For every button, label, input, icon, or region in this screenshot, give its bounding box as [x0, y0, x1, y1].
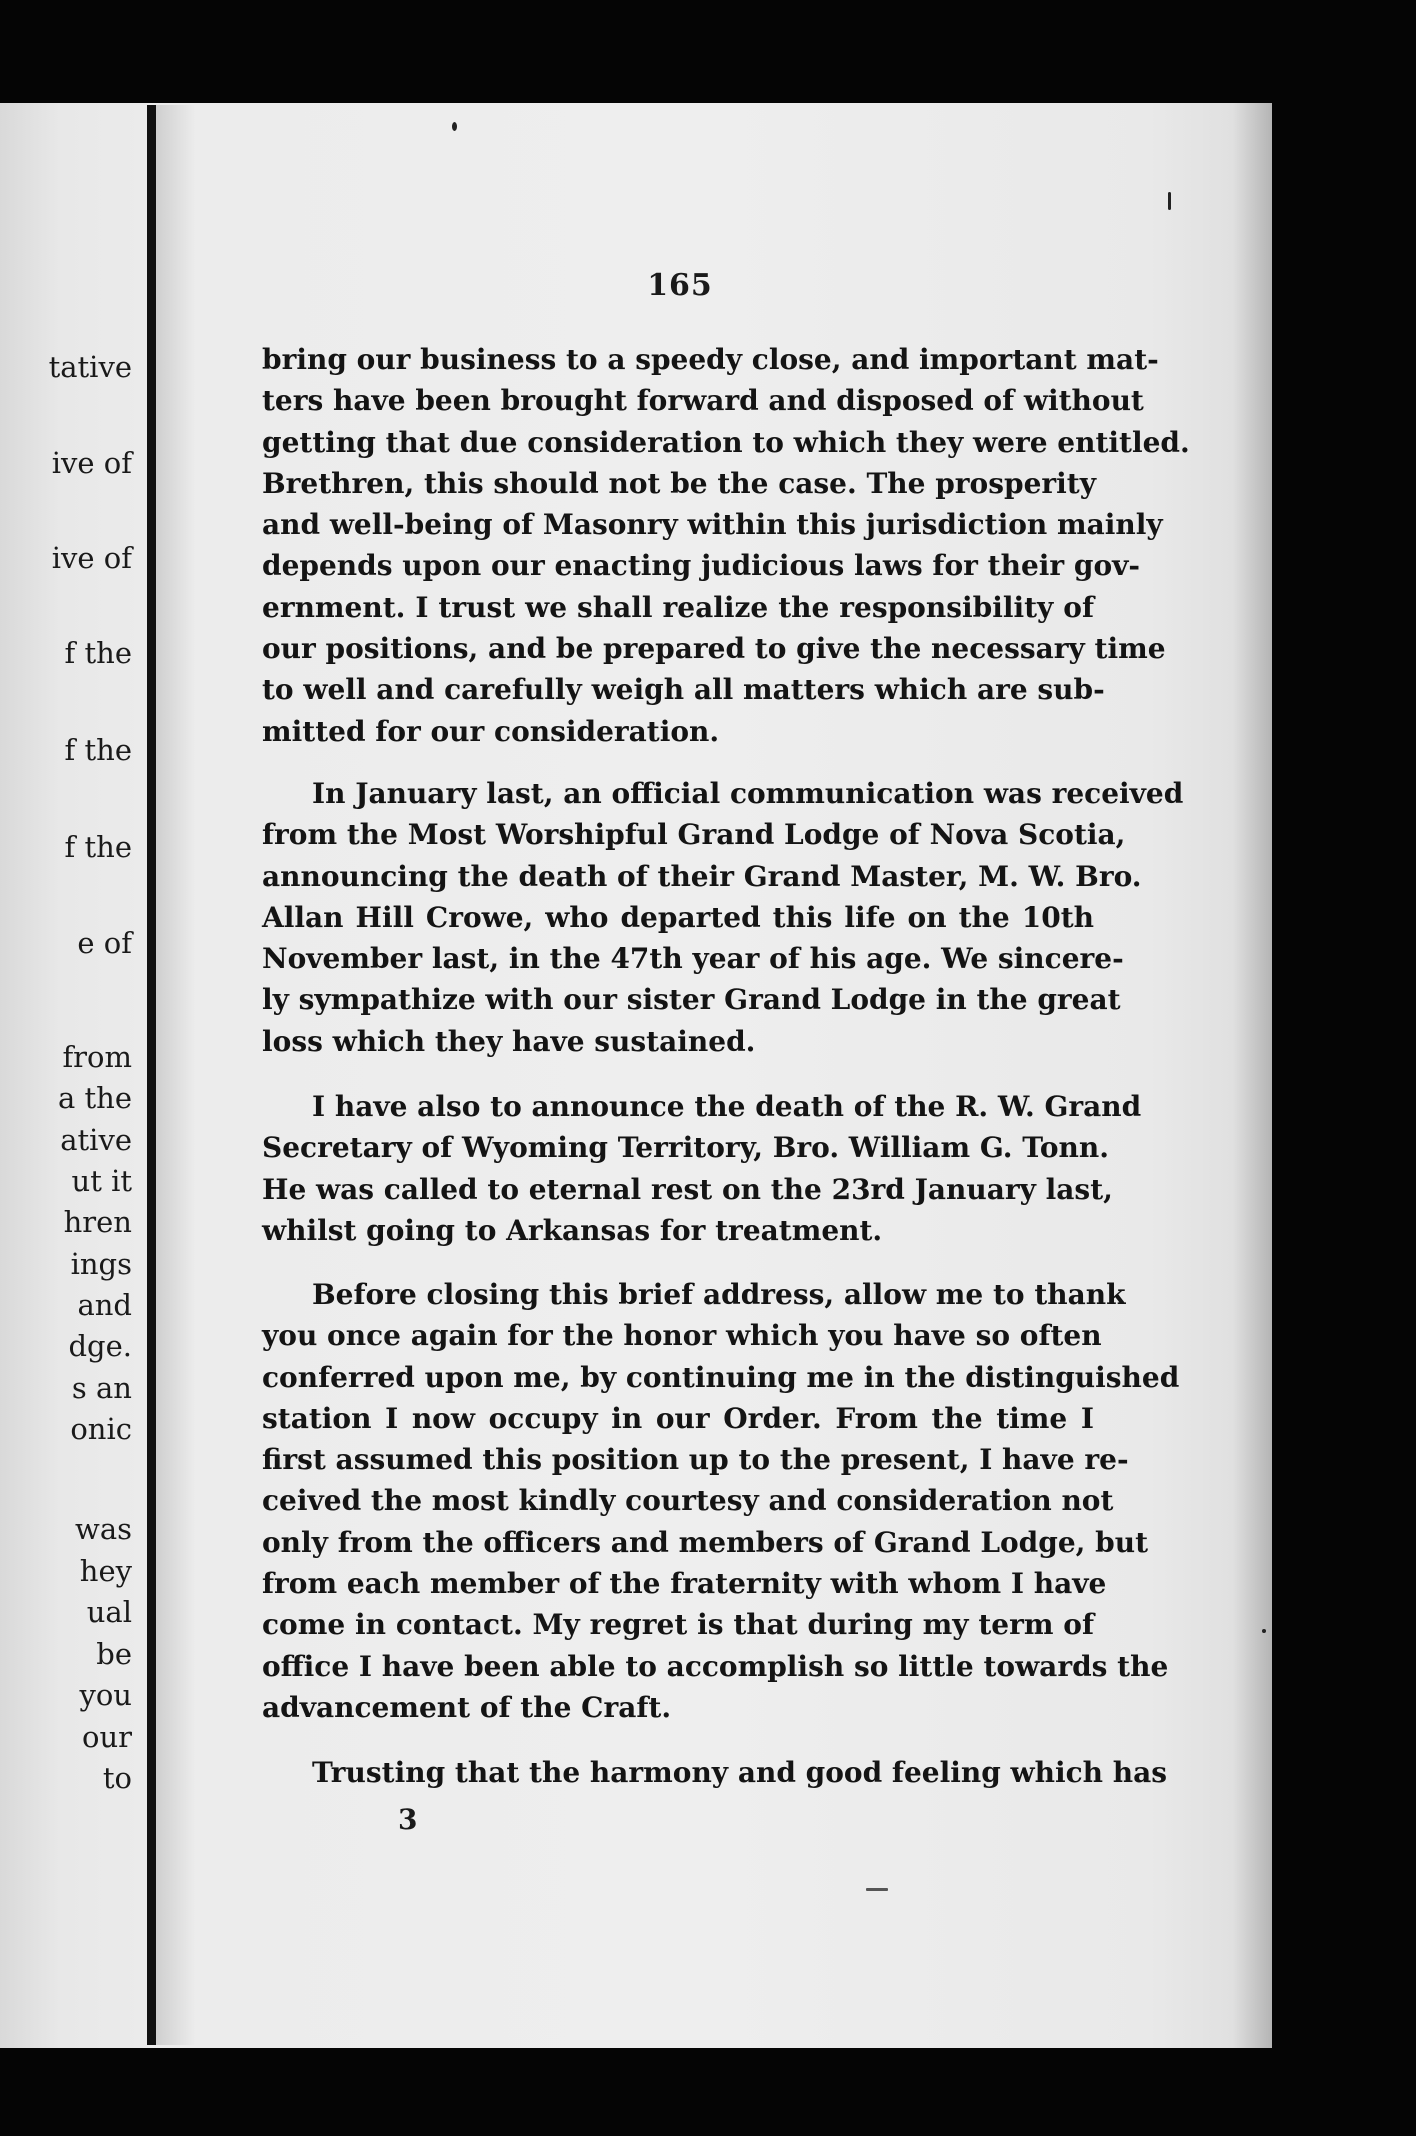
text-line: our positions, and be prepared to give the necessary time: [262, 632, 1166, 666]
text-line: from each member of the fraternity with whom I have: [262, 1567, 1107, 1601]
text-line: Secretary of Wyoming Territory, Bro. William G. Tonn.: [262, 1131, 1109, 1165]
text-line: to well and carefully weigh all matters which are sub-: [262, 673, 1105, 707]
binding-shadow: [156, 105, 196, 2045]
paragraph-2: [262, 773, 1184, 1062]
text-line: ly sympathize with our sister Grand Lodge in the great: [262, 983, 1121, 1017]
facing-page-fragment: and: [77, 1288, 132, 1322]
text-line: from the Most Worshipful Grand Lodge of Nova Scotia,: [262, 818, 1126, 852]
scan-speck: [452, 122, 457, 131]
scan-speck: [1262, 1629, 1266, 1633]
facing-page-fragment: e of: [77, 926, 132, 960]
text-line: and well-being of Masonry within this jurisdiction mainly: [262, 508, 1163, 542]
text-line: bring our business to a speedy close, and important mat-: [262, 343, 1159, 376]
text-line: conferred upon me, by continuing me in the distinguished: [262, 1360, 1180, 1394]
facing-page-fragment: ive of: [51, 446, 132, 480]
text-line: office I have been able to accomplish so little towards the: [262, 1649, 1169, 1683]
text-line: He was called to eternal rest on the 23rd January last,: [262, 1172, 1113, 1206]
facing-page-fragment: ut it: [71, 1164, 132, 1198]
facing-page-fragment: be: [96, 1637, 132, 1671]
facing-page-fragment: to: [102, 1761, 132, 1795]
signature-mark: 3: [398, 1803, 418, 1836]
text-line: first assumed this position up to the present, I have re-: [262, 1443, 1129, 1477]
facing-page-fragment: you: [79, 1678, 132, 1712]
text-line: station I now occupy in our Order. From the time I: [262, 1401, 1094, 1435]
facing-page-fragment: f the: [64, 733, 132, 767]
facing-page-fragment: our: [82, 1720, 132, 1754]
text-line: Before closing this brief address, allow me to thank: [312, 1278, 1126, 1311]
text-line: only from the officers and members of Grand Lodge, but: [262, 1525, 1149, 1559]
facing-page-fragment: was: [75, 1512, 132, 1546]
facing-page-fragment: dge.: [68, 1329, 132, 1363]
text-line: ceived the most kindly courtesy and consideration not: [262, 1484, 1114, 1518]
facing-page-fragment: hren: [63, 1205, 132, 1239]
text-line: getting that due consideration to which they were entitled.: [262, 425, 1190, 459]
scan-speck: [1168, 192, 1171, 210]
scan-speck: [866, 1888, 888, 1891]
facing-page-fragment: ings: [70, 1247, 132, 1281]
page-number: 165: [647, 268, 713, 303]
text-line: November last, in the 47th year of his age. We sincere-: [262, 942, 1124, 976]
text-line: loss which they have sustained.: [262, 1024, 756, 1058]
text-line: announcing the death of their Grand Master, M. W. Bro.: [262, 859, 1142, 893]
text-line: Trusting that the harmony and good feeling which has: [312, 1756, 1168, 1789]
paragraph-1: [262, 339, 1190, 752]
text-line: come in contact. My regret is that during my term of: [262, 1608, 1094, 1642]
facing-page-fragment: a the: [57, 1081, 132, 1115]
facing-page-fragment: ual: [86, 1595, 132, 1629]
text-line: you once again for the honor which you have so often: [262, 1319, 1102, 1353]
paragraph-5: [262, 1752, 1168, 1793]
facing-page-fragment: tative: [48, 350, 132, 384]
text-line: Allan Hill Crowe, who departed this life on the 10th: [262, 900, 1094, 934]
facing-page-fragment: f the: [64, 636, 132, 670]
paragraph-4: [262, 1274, 1180, 1728]
text-line: Brethren, this should not be the case. The prosperity: [262, 466, 1096, 500]
text-line: mitted for our consideration.: [262, 714, 720, 748]
paragraph-3: [262, 1086, 1142, 1251]
text-line: depends upon our enacting judicious laws for their gov-: [262, 549, 1141, 583]
facing-page-fragment: hey: [79, 1554, 132, 1588]
text-line: advancement of the Craft.: [262, 1690, 672, 1724]
page-binding-line: [147, 105, 156, 2045]
text-line: ters have been brought forward and disposed of without: [262, 384, 1144, 418]
facing-page-fragment: from: [62, 1040, 132, 1074]
facing-page-fragment: onic: [70, 1412, 132, 1446]
facing-page-fragment: f the: [64, 830, 132, 864]
facing-page-fragment: s an: [71, 1371, 132, 1405]
text-line: whilst going to Arkansas for treatment.: [262, 1213, 883, 1247]
text-line: ernment. I trust we shall realize the responsibility of: [262, 590, 1094, 624]
facing-page-fragment: ative: [60, 1123, 132, 1157]
facing-page-fragment: ive of: [51, 541, 132, 575]
text-line: I have also to announce the death of the R. W. Grand: [312, 1090, 1142, 1123]
text-line: In January last, an official communication was received: [312, 777, 1184, 810]
